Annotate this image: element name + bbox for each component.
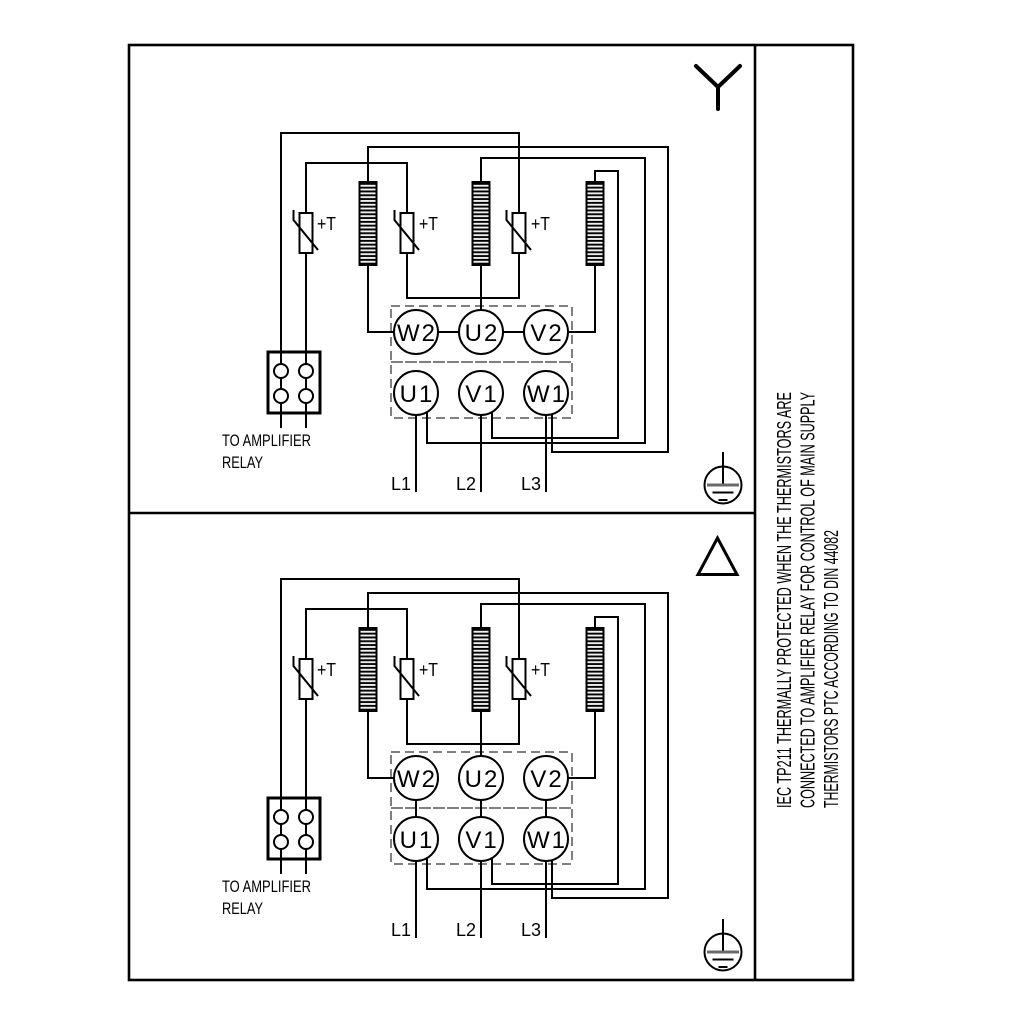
thermistor-2-icon <box>395 210 420 253</box>
panel-delta <box>222 538 742 971</box>
relay-terminal-pin <box>299 364 313 378</box>
thermistor-2-label: +T <box>419 213 438 234</box>
delta-connection-icon <box>698 538 737 575</box>
terminal-w2-label: W2 <box>397 320 437 347</box>
supply-line-l2-label: L2 <box>455 474 476 494</box>
thermistor-3-label: +T <box>531 659 550 680</box>
thermistor-1-icon <box>294 656 319 699</box>
wire-thermistor3-to-thermistor2 <box>407 253 519 298</box>
earth-ground-icon <box>705 452 742 504</box>
motor-winding-v-coil <box>587 182 604 265</box>
relay-caption-line2: RELAY <box>222 900 263 918</box>
panel-star <box>222 66 742 504</box>
terminal-w1-label: W1 <box>527 381 567 408</box>
terminal-u2-label: U2 <box>464 766 500 793</box>
terminal-u1-label: U1 <box>399 827 435 854</box>
side-note-line2: CONNECTED TO AMPLIFIER RELAY FOR CONTROL OF MAIN SUPPLY <box>797 147 820 808</box>
thermistor-2-label: +T <box>419 659 438 680</box>
relay-caption-line1: TO AMPLIFIER <box>222 432 312 450</box>
thermistor-1-icon <box>294 210 319 253</box>
relay-terminal-pin <box>274 810 288 824</box>
amplifier-relay-connector-box <box>268 352 320 413</box>
supply-line-l1-label: L1 <box>390 920 411 940</box>
terminal-w1-label: W1 <box>527 827 567 854</box>
thermistor-3-icon <box>507 210 532 253</box>
amplifier-relay-connector-box <box>268 798 320 859</box>
star-connection-icon <box>696 66 740 109</box>
wire-thermistor3-to-thermistor2 <box>407 699 519 744</box>
thermistor-3-label: +T <box>531 213 550 234</box>
side-note-line1: IEC TP211 THERMALLY PROTECTED WHEN THE THERMISTORS ARE <box>774 151 796 808</box>
supply-line-l3-label: L3 <box>520 474 541 494</box>
relay-terminal-pin <box>274 835 288 849</box>
supply-line-l3-label: L3 <box>520 920 541 940</box>
thermistor-3-icon <box>507 656 532 699</box>
thermistor-1-label: +T <box>317 659 336 680</box>
thermistor-1-label: +T <box>317 213 336 234</box>
wire-thermistor2-to-thermistor1 <box>306 609 407 661</box>
relay-caption-line2: RELAY <box>222 454 263 472</box>
relay-terminal-pin <box>299 835 313 849</box>
motor-winding-w-coil <box>360 628 377 711</box>
supply-line-l2-label: L2 <box>455 920 476 940</box>
wire-thermistor2-to-thermistor1 <box>306 163 407 215</box>
relay-terminal-pin <box>299 810 313 824</box>
earth-ground-icon <box>705 919 742 971</box>
side-note-line3: THERMISTORS PTC ACCORDING TO DIN 44082 <box>821 356 843 808</box>
motor-winding-v-coil <box>587 628 604 711</box>
thermistor-2-icon <box>395 656 420 699</box>
relay-caption-line1: TO AMPLIFIER <box>222 878 312 896</box>
supply-line-l1-label: L1 <box>390 474 411 494</box>
terminal-v2-label: V2 <box>530 320 564 347</box>
motor-winding-u-coil <box>473 182 490 265</box>
terminal-u2-label: U2 <box>464 320 500 347</box>
motor-winding-u-coil <box>473 628 490 711</box>
side-note <box>774 147 843 808</box>
relay-terminal-pin <box>274 364 288 378</box>
terminal-v2-label: V2 <box>530 766 564 793</box>
relay-terminal-pin <box>274 389 288 403</box>
terminal-u1-label: U1 <box>399 381 435 408</box>
relay-terminal-pin <box>299 389 313 403</box>
motor-winding-w-coil <box>360 182 377 265</box>
terminal-v1-label: V1 <box>465 827 499 854</box>
terminal-w2-label: W2 <box>397 766 437 793</box>
terminal-v1-label: V1 <box>465 381 499 408</box>
